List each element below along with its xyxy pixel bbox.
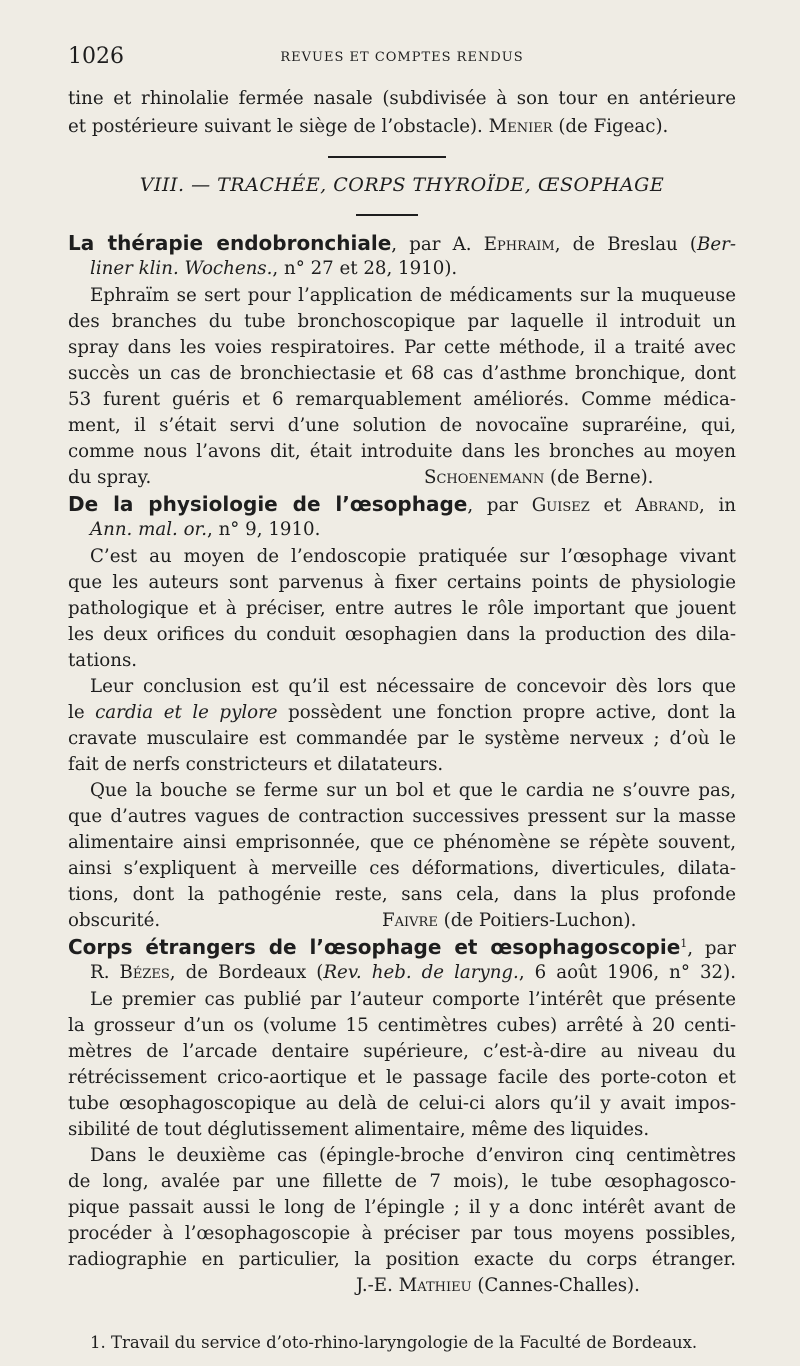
text-line: Que la bouche se ferme sur un bol et que le cardia ne s’ouvre pas, xyxy=(90,780,736,801)
text-line: procéder à l’œsophagoscopie à préciser par tous moyens possibles, xyxy=(68,1223,736,1244)
text-line: de long, avalée par une fillette de 7 mois), le tube œsophagosco- xyxy=(68,1171,736,1192)
text-line: 53 furent guéris et 6 remarquablement améliorés. Comme médica- xyxy=(68,389,736,410)
author-name: Bézes xyxy=(119,962,170,983)
article-reference: liner klin. Wochens., n° 27 et 28, 1910). xyxy=(90,258,458,279)
text-line: ment, il s’était servi d’une solution de novocaïne supraréine, qui, xyxy=(68,415,736,436)
text-line: Ephraïm se sert pour l’application de médicaments sur la muqueuse xyxy=(90,285,736,306)
text-line: et postérieure suivant le siège de l’obstacle). Menier (de Figeac). xyxy=(68,116,669,137)
text-line: Leur conclusion est qu’il est nécessaire de concevoir dès lors que xyxy=(90,676,736,697)
text-line: des branches du tube bronchoscopique par laquelle il introduit un xyxy=(68,311,736,332)
text-line: du spray. xyxy=(68,467,152,488)
reviewer-name: Menier xyxy=(488,116,553,137)
text-line: les deux orifices du conduit œsophagien dans la production des dila- xyxy=(68,624,736,645)
text-line: la grosseur d’un os (volume 15 centimètres cubes) arrêté à 20 centi- xyxy=(68,1015,736,1036)
reviewer-signature: Faivre (de Poitiers-Luchon). xyxy=(382,910,637,931)
author-name: Abrand xyxy=(635,495,699,516)
text-line: radiographie en particulier, la position exacte du corps étranger. xyxy=(68,1249,736,1270)
text-line: tube œsophagoscopique au delà de celui-ci alors qu’il y avait impos- xyxy=(68,1093,736,1114)
text-line: que d’autres vagues de contraction successives pressent sur la masse xyxy=(68,806,736,827)
divider xyxy=(328,156,446,158)
article-reference: R. Bézes, de Bordeaux (Rev. heb. de laryng., 6 août 1906, n° 32). xyxy=(90,962,736,983)
text-line: sibilité de tout déglutissement alimentaire, même des liquides. xyxy=(68,1119,650,1140)
text-line: comme nous l’avons dit, était introduite dans les bronches au moyen xyxy=(68,441,736,462)
page-header xyxy=(68,44,736,78)
text-line: tions, dont la pathogénie reste, sans cela, dans la plus profonde xyxy=(68,884,736,905)
author-name: Guisez xyxy=(531,495,590,516)
running-head: REVUES ET COMPTES RENDUS xyxy=(280,50,524,65)
author-name: Ephraim xyxy=(483,234,555,255)
page-number: 1026 xyxy=(68,44,124,69)
article-reference: Ann. mal. or., n° 9, 1910. xyxy=(90,519,321,540)
text-line: C’est au moyen de l’endoscopie pratiquée sur l’œsophage vivant xyxy=(90,546,736,567)
article-title: Corps étrangers de l’œsophage et œsophagoscopie xyxy=(68,935,681,959)
article-title-line: De la physiologie de l’œsophage, par Guisez et Abrand, in xyxy=(68,492,737,516)
text-line: mètres de l’arcade dentaire supérieure, c’est-à-dire au niveau du xyxy=(68,1041,736,1062)
article-title-line: La thérapie endobronchiale, par A. Ephraim, de Breslau (Ber- xyxy=(68,231,736,255)
text-line: spray dans les voies respiratoires. Par cette méthode, il a traité avec xyxy=(68,337,736,358)
footnote: 1. Travail du service d’oto-rhino-laryngologie de la Faculté de Bordeaux. xyxy=(90,1333,698,1352)
text-line: Le premier cas publié par l’auteur comporte l’intérêt que présente xyxy=(90,989,736,1010)
article-title-line: Corps étrangers de l’œsophage et œsophagoscopie$^1$, par xyxy=(68,935,737,959)
footnote-mark: 1 xyxy=(680,936,688,950)
text-line: que les auteurs sont parvenus à fixer certains points de physiologie xyxy=(68,572,736,593)
text-line: tine et rhinolalie fermée nasale (subdivisée à son tour en antérieure xyxy=(68,88,736,109)
text-line: fait de nerfs constricteurs et dilatateurs. xyxy=(68,754,444,775)
article-title: La thérapie endobronchiale xyxy=(68,231,392,255)
text-line: obscurité. xyxy=(68,910,161,931)
section-heading: VIII. — TRACHÉE, CORPS THYROÏDE, ŒSOPHAGE xyxy=(139,174,665,196)
reviewer-signature: J.-E. Mathieu (Cannes-Challes). xyxy=(356,1275,640,1296)
text-line: succès un cas de bronchiectasie et 68 cas d’asthme bronchique, dont xyxy=(68,363,736,384)
article-title: De la physiologie de l’œsophage xyxy=(68,492,468,516)
text-line: pathologique et à préciser, entre autres le rôle important que jouent xyxy=(68,598,736,619)
text-line: pique passait aussi le long de l’épingle ; il y a donc intérêt avant de xyxy=(68,1197,736,1218)
text-line: tations. xyxy=(68,650,138,671)
text-line: rétrécissement crico-aortique et le passage facile des porte-coton et xyxy=(68,1067,736,1088)
text-line: alimentaire ainsi emprisonnée, que ce phénomène se répète souvent, xyxy=(68,832,736,853)
text-line: le cardia et le pylore possèdent une fonction propre active, dont la xyxy=(68,702,736,723)
divider xyxy=(356,214,418,216)
text-line: cravate musculaire est commandée par le système nerveux ; d’où le xyxy=(68,728,736,749)
text-line: Dans le deuxième cas (épingle-broche d’environ cinq centimètres xyxy=(90,1145,736,1166)
reviewer-signature: Schoenemann (de Berne). xyxy=(424,467,654,488)
text-line: ainsi s’expliquent à merveille ces déformations, diverticules, dilata- xyxy=(68,858,736,879)
